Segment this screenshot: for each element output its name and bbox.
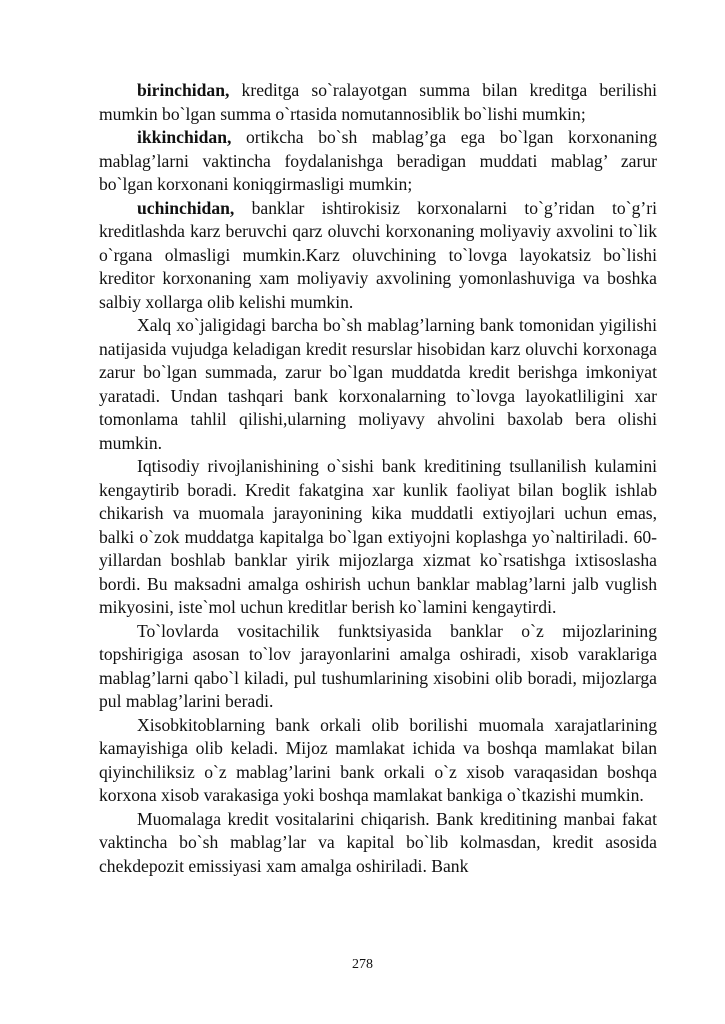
paragraph-text: ortikcha bo`sh mablag’ga ega bo`lgan korxonaning mablag’larni vaktincha foydalanishga beradigan muddati mablag’ zarur bo`lgan korxonani koniqgirmasligi mumkin; [99, 127, 657, 194]
paragraph-xalq-xojaligi [99, 314, 657, 455]
paragraph-text: Muomalaga kredit vositalarini chiqarish. Bank kreditining manbai fakat vaktincha bo`sh mablag’lar va kapital bo`lib kolmasdan, kredit asosida chekdepozit emissiyasi xam amalga oshiriladi. Bank [99, 808, 657, 876]
paragraph-text: Xalq xo`jaligidagi barcha bo`sh mablag’larning bank tomonidan yigilishi natijasida vujudga keladigan kredit resurslar hisobidan karz oluvchi korxonaga zarur bo`lgan summada, zarur bo`lgan muddatda kredit berishga imkoniyat yaratadi. Undan tashqari bank korxonalarning to`lovga layokatliligini xar tomonlama tahlil qilishi,ularning moliyavy ahvolini baxolab bera olishi mumkin. [99, 315, 657, 453]
paragraph-lead: uchinchidan, [137, 197, 235, 218]
document-page [99, 79, 657, 878]
paragraph-lead: ikkinchidan, [137, 127, 232, 147]
page-number: 278 [352, 957, 373, 972]
paragraph-uchinchidan [99, 197, 657, 315]
paragraph-text: banklar ishtirokisiz korxonalarni to`g’ridan to`g’ri kreditlashda karz beruvchi qarz oluvchi korxonaning moliyaviy axvolini to`lik o`rgana olmasligi mumkin.Karz oluvchining to`lovga layokatsiz bo`lishi kreditor korxonaning xam moliyaviy axvolining yomonlashuviga va boshka salbiy xollarga olib kelishi mumkin. [99, 197, 657, 312]
paragraph-muomalaga-kredit [99, 808, 657, 879]
paragraph-text: Iqtisodiy rivojlanishining o`sishi bank kreditining tsullanilish kulamini kengaytirib boradi. Kredit fakatgina xar kunlik faoliyat bilan boglik ishlab chikarish va muomala jarayonining kika muddatli extiyojlari uchun emas, balki o`zok muddatga kapitalga bo`lgan extiyojni koplashga yo`naltiriladi. 60-yillardan boshlab banklar yirik mijozlarga xizmat ko`rsatishga ixtisoslasha bordi. Bu maksadni amalga oshirish uchun banklar mablag’larni jalb vuglish mikyosini, iste`mol uchun kreditlar berish ko`lamini kengaytirdi. [99, 456, 657, 617]
paragraph-iqtisodiy-rivojlanish [99, 455, 657, 620]
paragraph-text: To`lovlarda vositachilik funktsiyasida banklar o`z mijozlarining topshirigiga asosan to`lov jarayonlarini amalga oshiradi, xisob varaklariga mablag’larni qabo`l kiladi, pul tushumlarining xisobini olib boradi, mijozlarga pul mablag’larini beradi. [99, 620, 657, 711]
paragraph-text: kreditga so`ralayotgan summa bilan kreditga berilishi mumkin bo`lgan summa o`rtasida nomutannosiblik bo`lishi mumkin; [99, 80, 657, 124]
paragraph-xisobkitoblar [99, 714, 657, 808]
paragraph-ikkinchidan [99, 126, 657, 197]
paragraph-text: Xisobkitoblarning bank orkali olib borilishi muomala xarajatlarining kamayishiga olib keladi. Mijoz mamlakat ichida va boshqa mamlakat bilan qiyinchiliksiz o`z mablag’larini bank orkali o`z xisob varaqasidan boshqa korxona xisob varakasiga yoki boshqa mamlakat bankiga o`tkazishi mumkin. [99, 714, 657, 805]
paragraph-birinchidan [99, 79, 657, 126]
paragraph-lead: birinchidan, [137, 80, 230, 100]
paragraph-tolovlarda-vositachilik [99, 620, 657, 714]
